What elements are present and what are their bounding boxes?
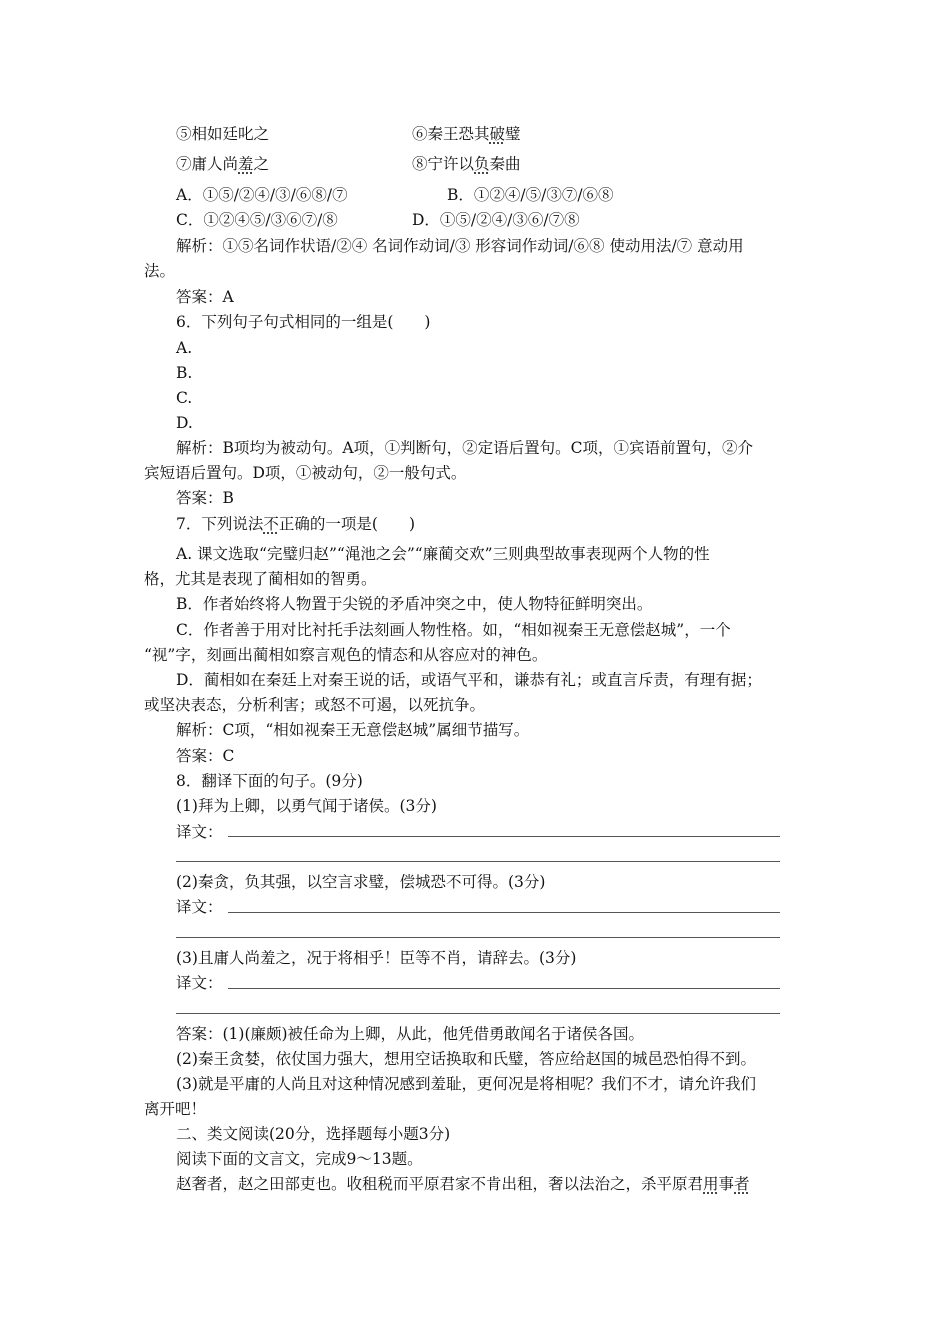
q5-item-5: ⑤相如廷叱之 [176, 125, 270, 143]
q6-analysis: 解析：B项均为被动句。A项，①判断句，②定语后置句。C项，①宾语前置句，②介 [176, 439, 753, 457]
answer-line [176, 861, 780, 862]
q6-option-b: B. [176, 364, 193, 382]
q6-option-a: A. [176, 339, 193, 357]
answer-line [228, 912, 780, 913]
q5-option-d: D．①⑤/②④/③⑥/⑦⑧ [412, 211, 580, 229]
q5-analysis: 解析：①⑤名词作状语/②④ 名词作动词/③ 形容词作动词/⑥⑧ 使动用法/⑦ 意动用 [176, 237, 744, 255]
q7-option-c-cont: “视”字，刻画出蔺相如察言观色的情态和从容应对的神色。 [144, 646, 548, 664]
q7-answer: 答案：C [176, 747, 235, 765]
q7-option-a: A. 课文选取“完璧归赵”“渑池之会”“廉蔺交欢”三则典型故事表现两个人物的性 [176, 545, 710, 563]
q8-stem: 8．翻译下面的句子。(9分) [176, 772, 363, 790]
q6-answer: 答案：B [176, 489, 234, 507]
q7-option-d: D．蔺相如在秦廷上对秦王说的话，或语气平和，谦恭有礼；或直言斥责，有理有据； [176, 671, 762, 689]
q8-answer-3: (3)就是平庸的人尚且对这种情况感到羞耻，更何况是将相呢？我们不才，请允许我们 [176, 1075, 756, 1093]
section-2-instruction: 阅读下面的文言文，完成9～13题。 [176, 1150, 423, 1168]
answer-line [176, 937, 780, 938]
answer-line [228, 988, 780, 989]
q8-answer-2: (2)秦王贪婪，依仗国力强大，想用空话换取和氏璧，答应给赵国的城邑恐怕得不到。 [176, 1050, 756, 1068]
q5-analysis-cont: 法。 [144, 262, 176, 280]
q7-analysis: 解析：C项，“相如视秦王无意偿赵城”属细节描写。 [176, 721, 530, 739]
emphasis-mark: 破 [489, 125, 506, 143]
q5-item-6: ⑥秦王恐其破璧 [412, 125, 521, 143]
answer-line [228, 836, 780, 837]
q7-option-a-cont: 格，尤其是表现了蔺相如的智勇。 [144, 570, 377, 588]
q7-option-c: C．作者善于用对比衬托手法刻画人物性格。如，“相如视秦王无意偿赵城”，一个 [176, 621, 731, 639]
q5-option-a: A．①⑤/②④/③/⑥⑧/⑦ [176, 186, 348, 204]
q8-sentence-2: (2)秦贪，负其强，以空言求璧，偿城恐不可得。(3分) [176, 873, 546, 891]
q7-option-b: B．作者始终将人物置于尖锐的矛盾冲突之中，使人物特征鲜明突出。 [176, 595, 653, 613]
q5-option-c: C．①②④⑤/③⑥⑦/⑧ [176, 211, 338, 229]
q7-option-d-cont: 或坚决表态，分析利害；或怒不可遏，以死抗争。 [144, 696, 486, 714]
emphasis-mark: 者 [734, 1175, 750, 1193]
q6-analysis-cont: 宾短语后置句。D项，①被动句，②一般句式。 [144, 464, 467, 482]
q8-sentence-1: (1)拜为上卿，以勇气闻于诸侯。(3分) [176, 797, 437, 815]
q8-sentence-3: (3)且庸人尚羞之，况于将相乎！臣等不肖，请辞去。(3分) [176, 949, 577, 967]
section-2-title: 二、类文阅读(20分，选择题每小题3分) [176, 1125, 451, 1143]
q8-translation-label-3: 译文： [176, 974, 223, 992]
q5-item-8: ⑧宁许以负秦曲 [412, 155, 521, 173]
q5-option-b: B．①②④/⑤/③⑦/⑥⑧ [447, 186, 614, 204]
q5-item-7: ⑦庸人尚羞之 [176, 155, 270, 173]
q8-translation-label-1: 译文： [176, 823, 223, 841]
emphasis-mark: 不 [263, 515, 279, 533]
q6-stem: 6．下列句子句式相同的一组是( ) [176, 313, 431, 331]
passage-first-line: 赵奢者，赵之田部吏也。收租税而平原君家不肯出租，奢以法治之，杀平原君用事者 [176, 1175, 750, 1193]
q8-answer-3-cont: 离开吧！ [144, 1100, 207, 1118]
emphasis-mark: 羞 [238, 155, 254, 173]
q7-stem: 7．下列说法不正确的一项是( ) [176, 515, 415, 533]
q6-option-d: D. [176, 414, 193, 432]
q6-option-c: C. [176, 389, 193, 407]
emphasis-mark: 用 [703, 1175, 719, 1193]
emphasis-mark: 负 [474, 155, 490, 173]
answer-line [176, 1013, 780, 1014]
q5-answer: 答案：A [176, 288, 234, 306]
q8-answer-1: 答案：(1)(廉颇)被任命为上卿，从此，他凭借勇敢闻名于诸侯各国。 [176, 1025, 645, 1043]
q8-translation-label-2: 译文： [176, 898, 223, 916]
